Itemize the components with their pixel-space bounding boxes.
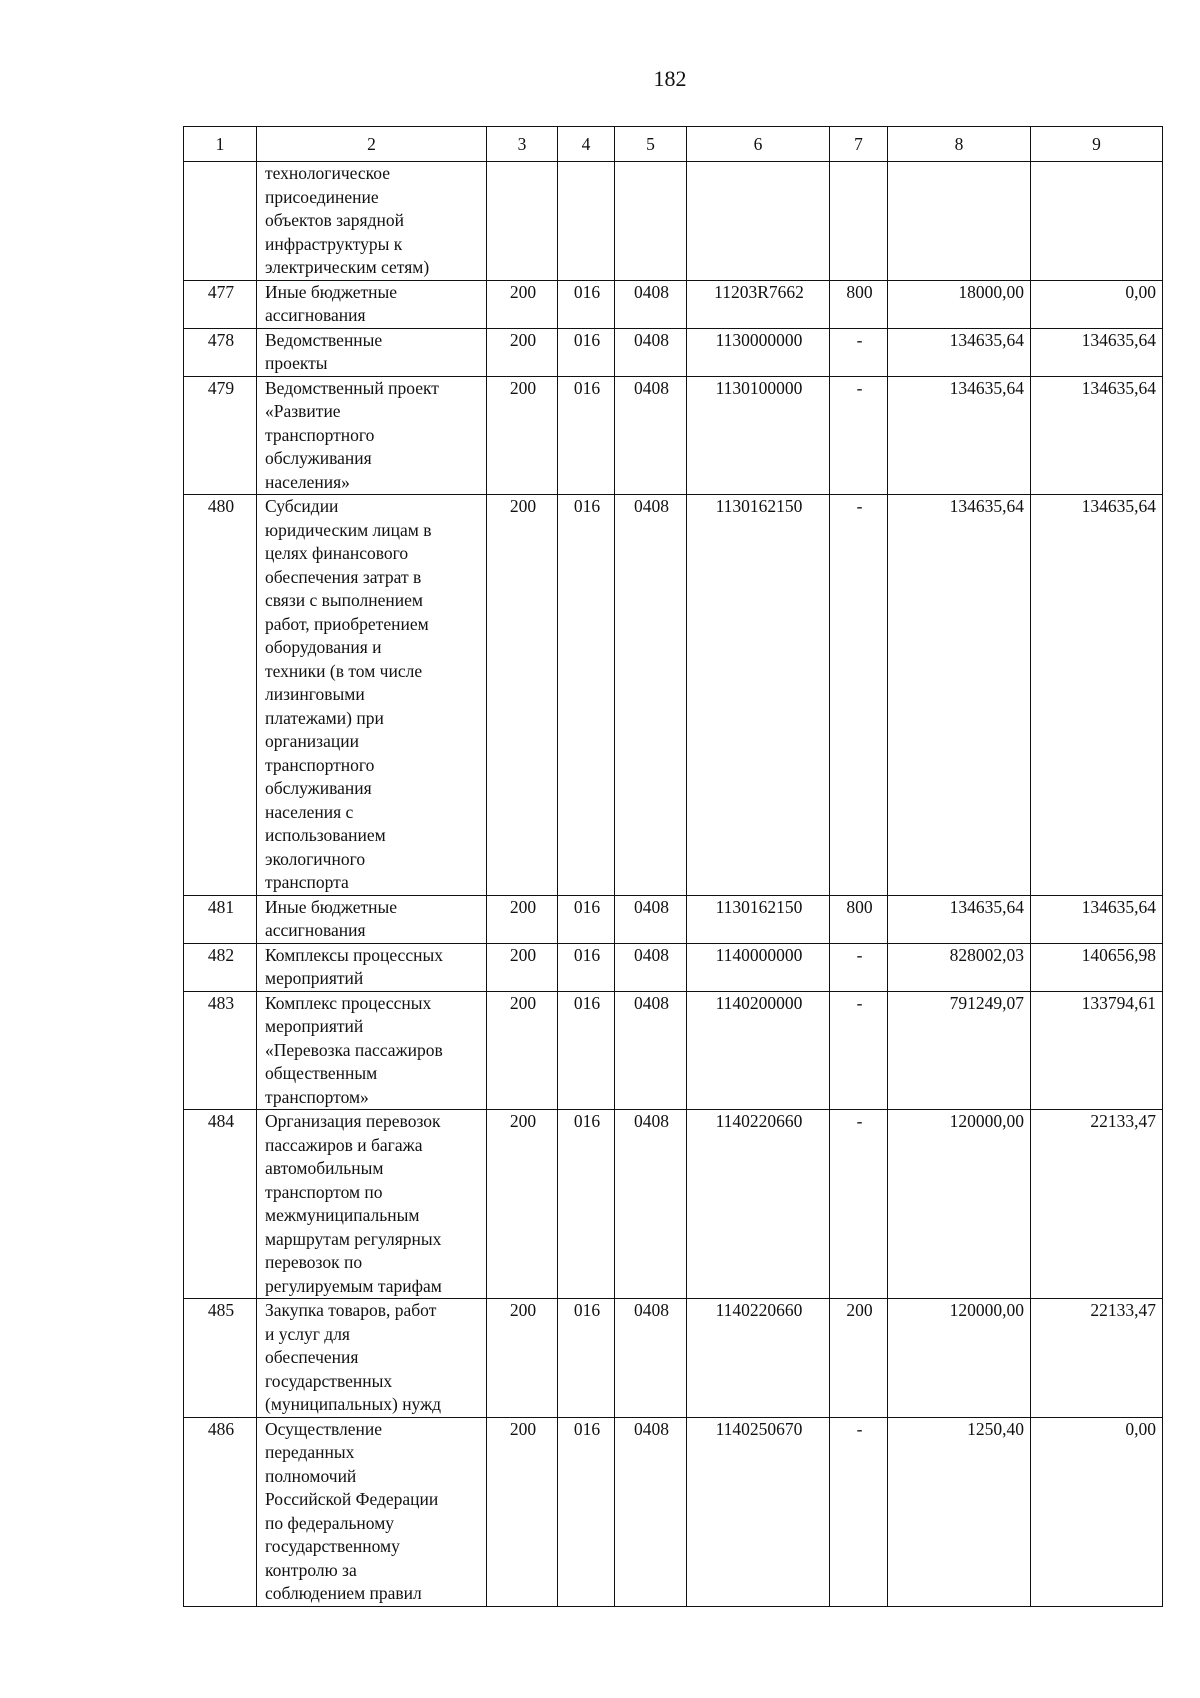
section-code-cell: 0408 (615, 280, 687, 328)
item-name-cell: Ведомственные проекты (257, 328, 487, 376)
column-header: 7 (830, 127, 888, 162)
expense-type-cell: - (830, 943, 888, 991)
chapter-code-cell (558, 162, 615, 281)
amount-cell (1031, 162, 1163, 281)
chapter-code-cell: 016 (558, 943, 615, 991)
chapter-code-cell: 016 (558, 991, 615, 1110)
item-name-cell: технологическое присоединение объектов зарядной инфраструктуры к электрическим сетям) (257, 162, 487, 281)
amount-cell: 0,00 (1031, 1417, 1163, 1606)
table-row (184, 991, 1163, 1110)
chapter-code-cell: 016 (558, 328, 615, 376)
column-header: 9 (1031, 127, 1163, 162)
chapter-code-cell: 016 (558, 495, 615, 896)
table-row (184, 376, 1163, 495)
table-body (184, 162, 1163, 1607)
row-number-cell: 486 (184, 1417, 257, 1606)
amount-cell: 134635,64 (1031, 495, 1163, 896)
amount-cell: 791249,07 (888, 991, 1031, 1110)
amount-cell: 134635,64 (1031, 895, 1163, 943)
amount-cell: 120000,00 (888, 1299, 1031, 1418)
chapter-code-cell: 016 (558, 376, 615, 495)
table-row (184, 328, 1163, 376)
ministry-code-cell: 200 (487, 376, 558, 495)
row-number-cell: 478 (184, 328, 257, 376)
ministry-code-cell: 200 (487, 328, 558, 376)
expense-type-cell (830, 162, 888, 281)
section-code-cell: 0408 (615, 495, 687, 896)
table-row (184, 495, 1163, 896)
item-name-cell: Иные бюджетные ассигнования (257, 280, 487, 328)
column-header: 6 (687, 127, 830, 162)
column-header: 8 (888, 127, 1031, 162)
item-name-cell: Комплекс процессных мероприятий «Перевозка пассажиров общественным транспортом» (257, 991, 487, 1110)
expense-type-cell: - (830, 1110, 888, 1299)
expense-type-cell: - (830, 1417, 888, 1606)
target-article-cell: 1140220660 (687, 1110, 830, 1299)
amount-cell: 140656,98 (1031, 943, 1163, 991)
table-row (184, 162, 1163, 281)
section-code-cell (615, 162, 687, 281)
amount-cell: 133794,61 (1031, 991, 1163, 1110)
ministry-code-cell: 200 (487, 943, 558, 991)
item-name-cell: Субсидии юридическим лицам в целях финансового обеспечения затрат в связи с выполнением работ, приобретением оборудования и техники (в том числе лизинговыми платежами) при организации транспортного обслуживания населения с использованием экологичного транспорта (257, 495, 487, 896)
amount-cell: 22133,47 (1031, 1110, 1163, 1299)
row-number-cell: 481 (184, 895, 257, 943)
target-article-cell: 1140250670 (687, 1417, 830, 1606)
section-code-cell: 0408 (615, 1299, 687, 1418)
amount-cell: 0,00 (1031, 280, 1163, 328)
amount-cell: 134635,64 (888, 495, 1031, 896)
row-number-cell: 483 (184, 991, 257, 1110)
section-code-cell: 0408 (615, 991, 687, 1110)
row-number-cell (184, 162, 257, 281)
table-row (184, 895, 1163, 943)
expense-type-cell: - (830, 495, 888, 896)
table-row (184, 1299, 1163, 1418)
expense-type-cell: 800 (830, 895, 888, 943)
section-code-cell: 0408 (615, 1110, 687, 1299)
amount-cell: 134635,64 (1031, 328, 1163, 376)
amount-cell: 120000,00 (888, 1110, 1031, 1299)
amount-cell: 1250,40 (888, 1417, 1031, 1606)
target-article-cell: 1130100000 (687, 376, 830, 495)
expense-type-cell: - (830, 376, 888, 495)
column-header: 4 (558, 127, 615, 162)
column-header: 2 (257, 127, 487, 162)
row-number-cell: 477 (184, 280, 257, 328)
expense-type-cell: 800 (830, 280, 888, 328)
ministry-code-cell: 200 (487, 991, 558, 1110)
ministry-code-cell: 200 (487, 1417, 558, 1606)
item-name-cell: Осуществление переданных полномочий Российской Федерации по федеральному государственному контролю за соблюдением правил (257, 1417, 487, 1606)
chapter-code-cell: 016 (558, 1299, 615, 1418)
ministry-code-cell (487, 162, 558, 281)
amount-cell: 134635,64 (888, 895, 1031, 943)
target-article-cell: 1130162150 (687, 895, 830, 943)
row-number-cell: 482 (184, 943, 257, 991)
table-row (184, 943, 1163, 991)
row-number-cell: 485 (184, 1299, 257, 1418)
amount-cell: 134635,64 (1031, 376, 1163, 495)
row-number-cell: 484 (184, 1110, 257, 1299)
ministry-code-cell: 200 (487, 495, 558, 896)
amount-cell: 18000,00 (888, 280, 1031, 328)
section-code-cell: 0408 (615, 895, 687, 943)
item-name-cell: Комплексы процессных мероприятий (257, 943, 487, 991)
item-name-cell: Ведомственный проект «Развитие транспортного обслуживания населения» (257, 376, 487, 495)
item-name-cell: Закупка товаров, работ и услуг для обеспечения государственных (муниципальных) нужд (257, 1299, 487, 1418)
row-number-cell: 480 (184, 495, 257, 896)
item-name-cell: Организация перевозок пассажиров и багажа автомобильным транспортом по межмуниципальным маршрутам регулярных перевозок по регулируемым тарифам (257, 1110, 487, 1299)
amount-cell: 134635,64 (888, 328, 1031, 376)
target-article-cell: 1140000000 (687, 943, 830, 991)
amount-cell: 134635,64 (888, 376, 1031, 495)
row-number-cell: 479 (184, 376, 257, 495)
column-header: 3 (487, 127, 558, 162)
table-header-row (184, 127, 1163, 162)
expense-type-cell: 200 (830, 1299, 888, 1418)
expense-type-cell: - (830, 991, 888, 1110)
amount-cell (888, 162, 1031, 281)
section-code-cell: 0408 (615, 943, 687, 991)
target-article-cell: 1140220660 (687, 1299, 830, 1418)
chapter-code-cell: 016 (558, 895, 615, 943)
ministry-code-cell: 200 (487, 280, 558, 328)
chapter-code-cell: 016 (558, 1110, 615, 1299)
budget-table (183, 126, 1163, 1607)
table-row (184, 280, 1163, 328)
column-header: 5 (615, 127, 687, 162)
ministry-code-cell: 200 (487, 1299, 558, 1418)
table-row (184, 1417, 1163, 1606)
chapter-code-cell: 016 (558, 280, 615, 328)
target-article-cell (687, 162, 830, 281)
ministry-code-cell: 200 (487, 1110, 558, 1299)
ministry-code-cell: 200 (487, 895, 558, 943)
chapter-code-cell: 016 (558, 1417, 615, 1606)
table-row (184, 1110, 1163, 1299)
expense-type-cell: - (830, 328, 888, 376)
target-article-cell: 1130162150 (687, 495, 830, 896)
item-name-cell: Иные бюджетные ассигнования (257, 895, 487, 943)
amount-cell: 828002,03 (888, 943, 1031, 991)
amount-cell: 22133,47 (1031, 1299, 1163, 1418)
page-number: 182 (653, 66, 687, 91)
section-code-cell: 0408 (615, 1417, 687, 1606)
target-article-cell: 1140200000 (687, 991, 830, 1110)
column-header: 1 (184, 127, 257, 162)
section-code-cell: 0408 (615, 328, 687, 376)
section-code-cell: 0408 (615, 376, 687, 495)
target-article-cell: 1130000000 (687, 328, 830, 376)
target-article-cell: 11203R7662 (687, 280, 830, 328)
